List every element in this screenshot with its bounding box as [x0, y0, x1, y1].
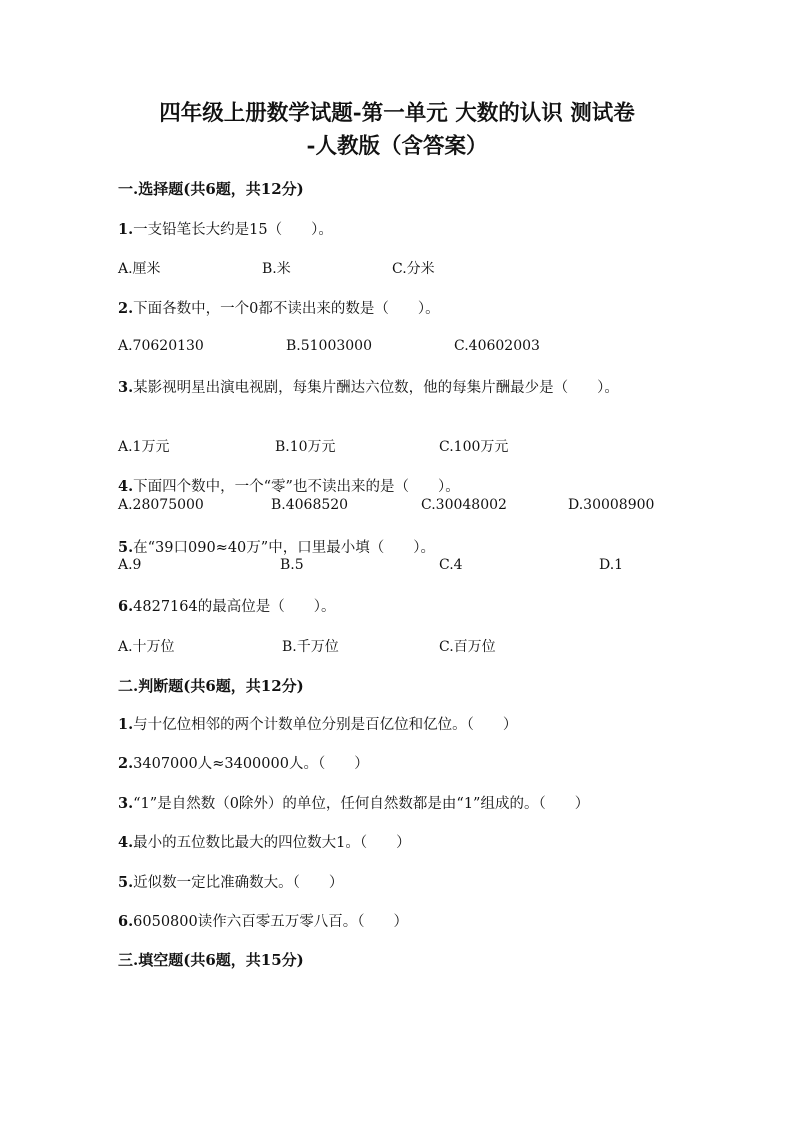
question-text: 某影视明星出演电视剧，每集片酬达六位数，他的每集片酬最少是（ ）。: [133, 380, 619, 396]
judgment-6: [118, 910, 408, 931]
question-number: 4.: [118, 478, 134, 495]
question-number: 2.: [118, 300, 134, 317]
option-b: B.4068520: [271, 497, 349, 513]
option-a: A.1万元: [118, 439, 170, 455]
option-b: B.5: [280, 557, 304, 573]
option-b: B.米: [262, 261, 291, 277]
section-heading-fill: 三.填空题(共6题，共15分): [118, 951, 304, 969]
options-row: [118, 338, 738, 358]
options-row: [118, 258, 738, 278]
question-number: 1.: [118, 221, 134, 238]
options-row: [118, 497, 738, 517]
question-3: [118, 376, 619, 397]
option-a: A.70620130: [118, 338, 204, 354]
question-number: 5.: [118, 874, 134, 891]
judgment-3: [118, 792, 589, 813]
judgment-4: [118, 831, 411, 852]
question-text: 6050800读作六百零五万零八百。（ ）: [133, 914, 408, 930]
question-text: 3407000人≈3400000人。（ ）: [133, 756, 369, 772]
option-a: A.9: [118, 557, 142, 573]
document-title: [0, 97, 794, 163]
question-number: 1.: [118, 716, 134, 733]
question-text: 下面各数中，一个0都不读出来的数是（ ）。: [133, 301, 440, 317]
option-a: A.厘米: [118, 261, 161, 277]
question-number: 4.: [118, 834, 134, 851]
option-a: A.十万位: [118, 639, 175, 655]
question-number: 3.: [118, 795, 134, 812]
question-4: [118, 475, 460, 496]
judgment-2: [118, 752, 369, 773]
options-row: [118, 436, 738, 456]
question-text: “1”是自然数（0除外）的单位，任何自然数都是由“1”组成的。（ ）: [133, 796, 590, 812]
question-number: 6.: [118, 598, 134, 615]
question-text: 下面四个数中，一个“零”也不读出来的是（ ）。: [133, 479, 460, 495]
option-c: C.30048002: [421, 497, 507, 513]
judgment-5: [118, 871, 343, 892]
question-number: 6.: [118, 913, 134, 930]
question-1: [118, 218, 333, 239]
title-line-2: -人教版（含答案）: [306, 134, 488, 159]
option-b: B.千万位: [282, 639, 339, 655]
judgment-1: [118, 713, 517, 734]
question-number: 5.: [118, 539, 134, 556]
option-c: C.4: [439, 557, 463, 573]
question-text: 近似数一定比准确数大。（ ）: [133, 875, 344, 891]
option-c: C.100万元: [439, 439, 509, 455]
option-b: B.10万元: [275, 439, 336, 455]
section-heading-choice: 一.选择题(共6题，共12分): [118, 180, 304, 198]
option-c: C.40602003: [454, 338, 540, 354]
question-6: [118, 595, 335, 616]
question-number: 3.: [118, 379, 134, 396]
options-row: [118, 557, 738, 577]
option-a: A.28075000: [118, 497, 204, 513]
option-c: C.百万位: [439, 639, 496, 655]
option-d: D.1: [599, 557, 624, 573]
section-heading-judgment: 二.判断题(共6题，共12分): [118, 677, 304, 695]
option-d: D.30008900: [568, 497, 655, 513]
question-text: 一支铅笔长大约是15（ ）。: [133, 222, 333, 238]
question-5: [118, 536, 435, 557]
question-text: 与十亿位相邻的两个计数单位分别是百亿位和亿位。（ ）: [133, 717, 518, 733]
title-line-1: 四年级上册数学试题-第一单元 大数的认识 测试卷: [159, 101, 635, 126]
question-number: 2.: [118, 755, 134, 772]
options-row: [118, 636, 738, 656]
question-text: 在“39口090≈40万”中，口里最小填（ ）。: [133, 540, 435, 556]
option-c: C.分米: [392, 261, 435, 277]
question-text: 4827164的最高位是（ ）。: [133, 599, 336, 615]
option-b: B.51003000: [286, 338, 372, 354]
question-text: 最小的五位数比最大的四位数大1。（ ）: [133, 835, 411, 851]
question-2: [118, 297, 440, 318]
